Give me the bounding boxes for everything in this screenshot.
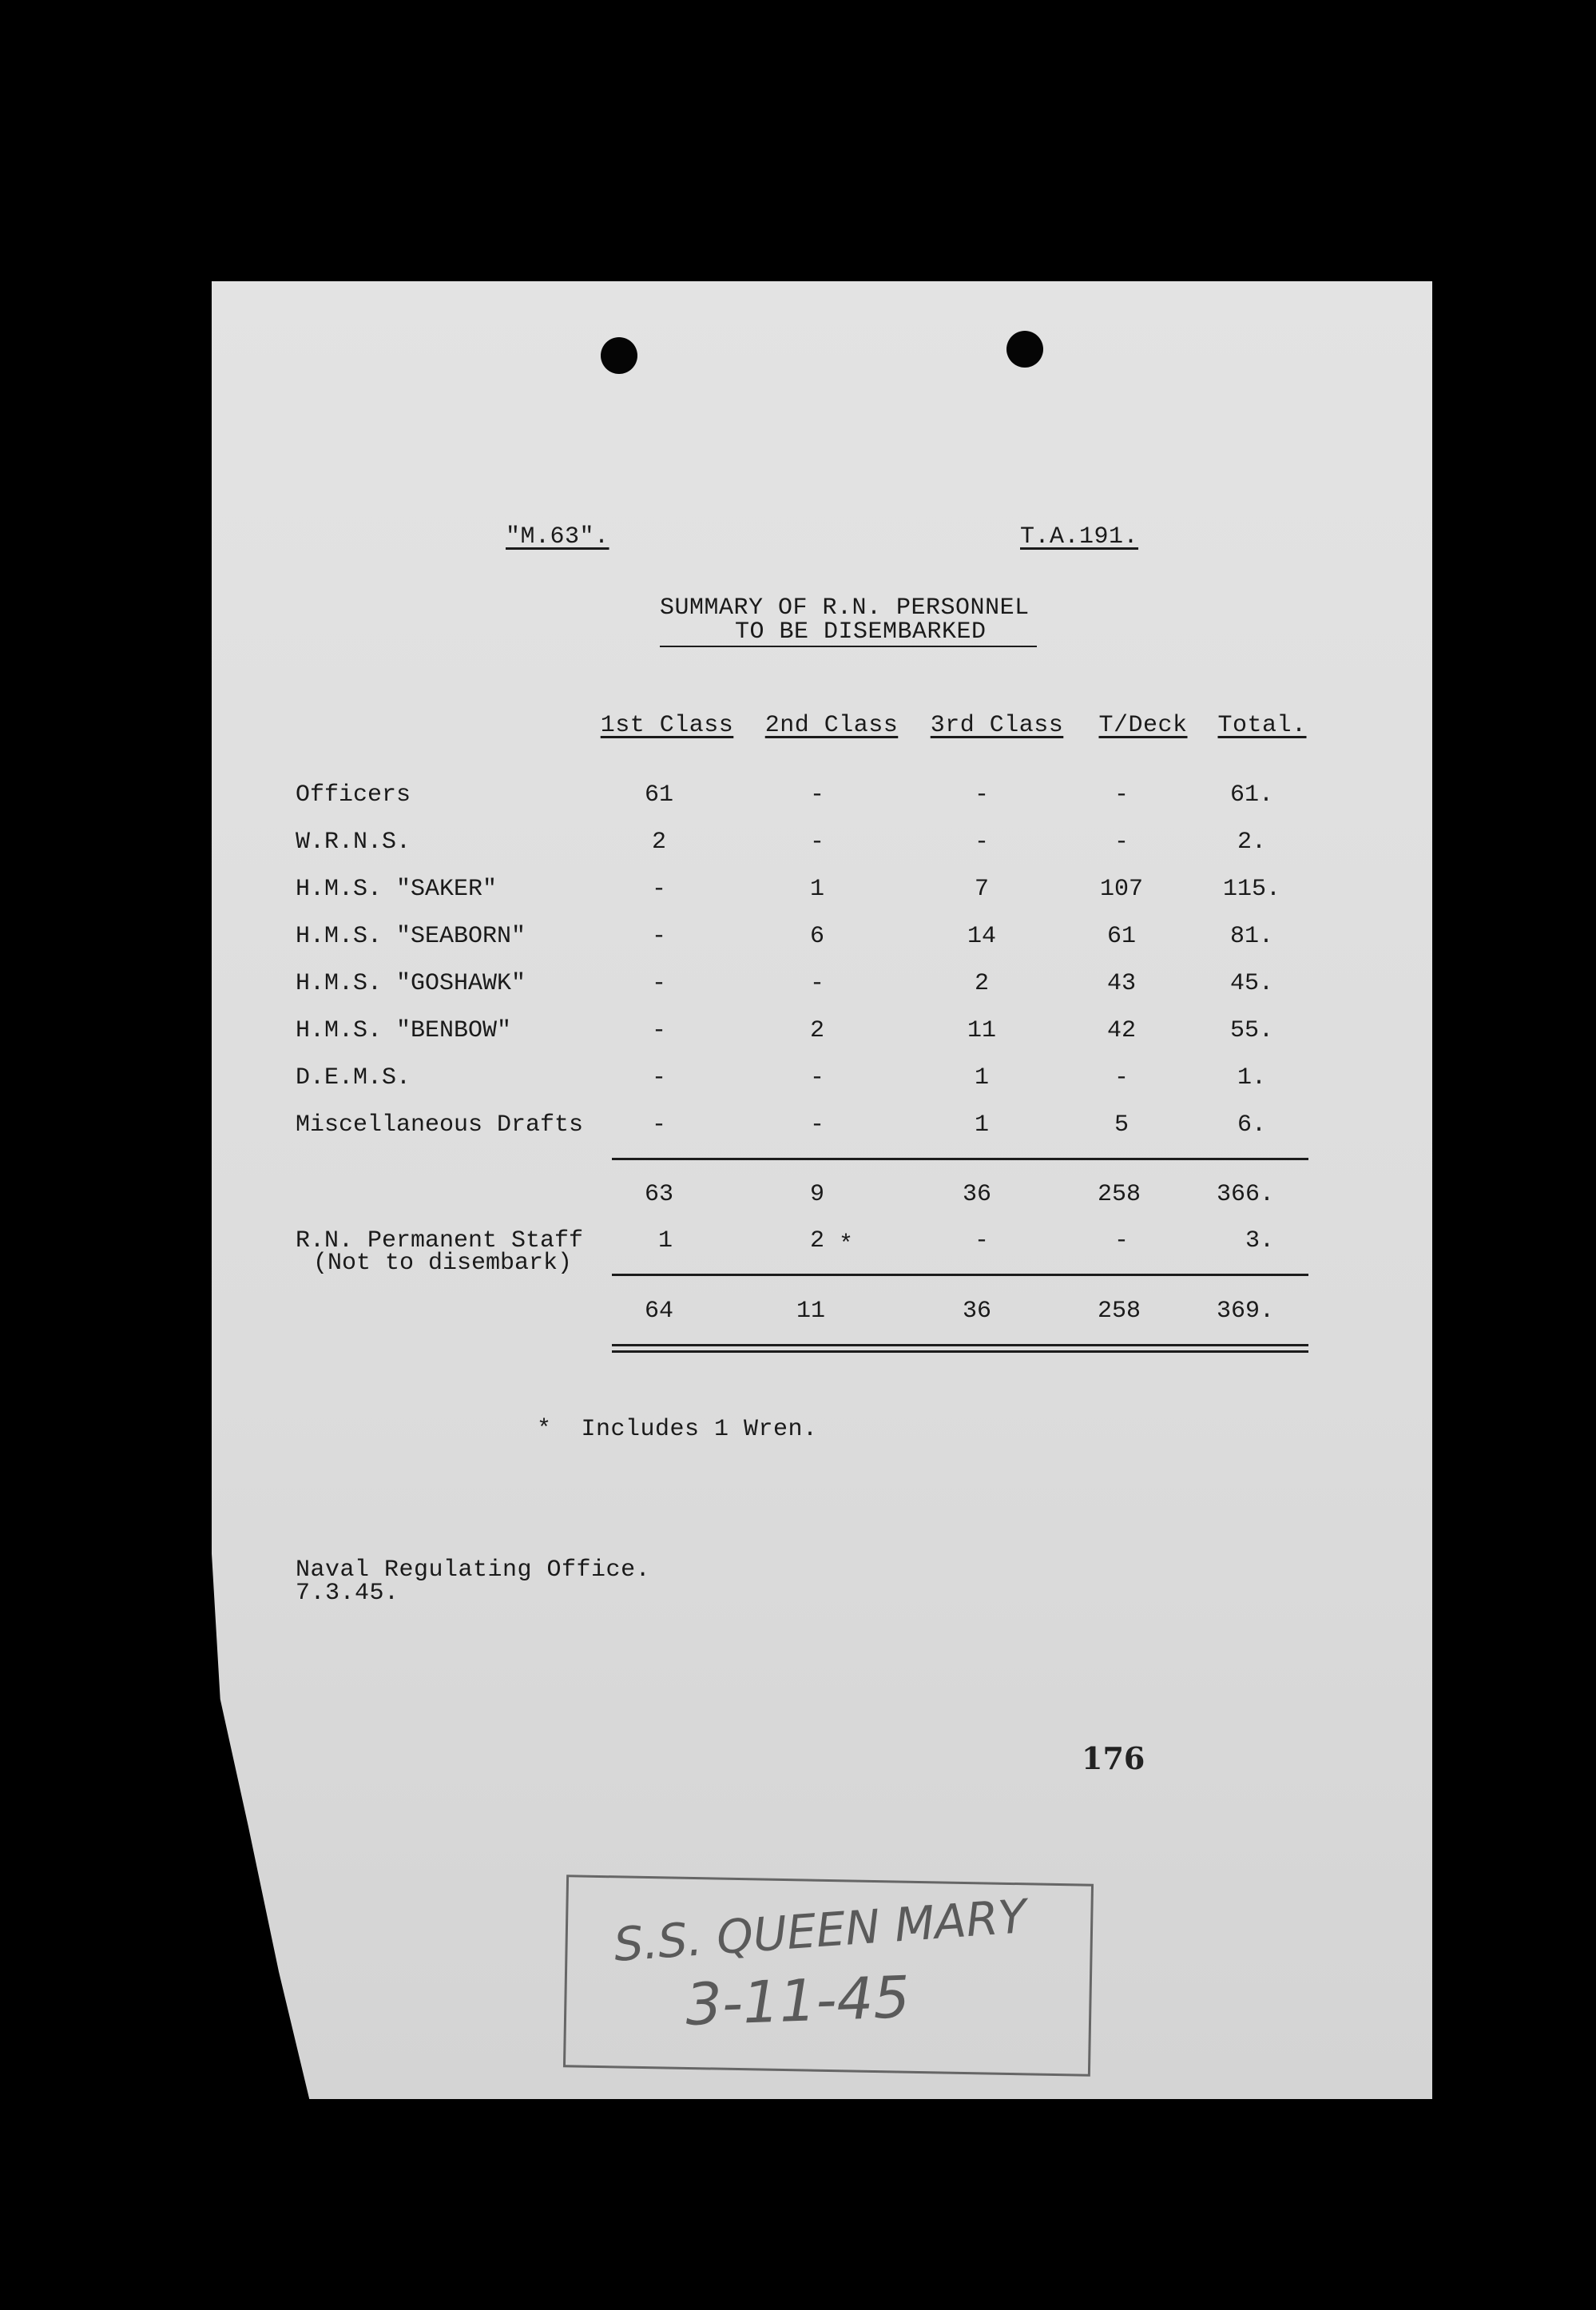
cell: - — [651, 923, 666, 950]
title-underline — [660, 646, 1037, 647]
cell: 55. — [1229, 1017, 1273, 1044]
cell: 366. — [1216, 1181, 1274, 1208]
page-number: 176 — [1082, 1740, 1145, 1776]
grand-total-rule — [612, 1274, 1308, 1276]
stamp-date: 3-11-45 — [684, 1963, 911, 2038]
cell: - — [809, 1064, 824, 1091]
cell: - — [1114, 1064, 1129, 1091]
cell: - — [651, 1064, 666, 1091]
cell: 5 — [1114, 1111, 1129, 1139]
cell: - — [1114, 1227, 1129, 1254]
row-label: H.M.S. "SAKER" — [296, 876, 498, 903]
punch-hole-left — [601, 337, 637, 374]
cell: 2 — [809, 1017, 824, 1044]
row-label: Officers — [296, 781, 411, 809]
cell: - — [974, 1227, 989, 1254]
cell: 2 — [651, 829, 666, 856]
cell: - — [651, 1111, 666, 1139]
cell: 45. — [1229, 970, 1273, 997]
cell: 1 — [974, 1111, 989, 1139]
cell: 2. — [1237, 829, 1266, 856]
footnote: * Includes 1 Wren. — [537, 1416, 818, 1443]
cell: 2 — [809, 1227, 824, 1254]
col-header-1st-class: 1st Class — [600, 712, 734, 739]
row-label: Miscellaneous Drafts — [296, 1111, 584, 1139]
cell: 63 — [644, 1181, 673, 1208]
cell: 258 — [1097, 1181, 1141, 1208]
cell: - — [651, 876, 666, 903]
cell: 1 — [809, 876, 824, 903]
col-header-total: Total. — [1217, 712, 1307, 739]
cell: 42 — [1106, 1017, 1136, 1044]
cell: 107 — [1099, 876, 1143, 903]
cell: - — [809, 829, 824, 856]
cell: - — [1114, 781, 1129, 809]
punch-hole-right — [1006, 331, 1043, 368]
row-label: W.R.N.S. — [296, 829, 411, 856]
stamp-ship-name: S.S. QUEEN MARY — [612, 1889, 1029, 1972]
col-header-tdeck: T/Deck — [1098, 712, 1188, 739]
cell: 1. — [1237, 1064, 1266, 1091]
double-rule-top — [612, 1344, 1308, 1346]
cell: 6 — [809, 923, 824, 950]
cell: 36 — [962, 1181, 991, 1208]
row-label: H.M.S. "SEABORN" — [296, 923, 526, 950]
cell: - — [974, 829, 989, 856]
cell: 61 — [644, 781, 673, 809]
cell: 1 — [657, 1227, 673, 1254]
subtotal-rule — [612, 1158, 1308, 1160]
cell: 1 — [974, 1064, 989, 1091]
cell: 2 — [974, 970, 989, 997]
asterisk-marker: * — [839, 1231, 854, 1258]
row-label: H.M.S. "BENBOW" — [296, 1017, 512, 1044]
cell: 43 — [1106, 970, 1136, 997]
cell: 369. — [1216, 1298, 1274, 1325]
row-sublabel: (Not to disembark) — [313, 1250, 573, 1277]
cell: - — [1114, 829, 1129, 856]
signature-date: 7.3.45. — [296, 1580, 399, 1607]
cell: - — [651, 1017, 666, 1044]
col-header-3rd-class: 3rd Class — [930, 712, 1064, 739]
cell: - — [809, 970, 824, 997]
cell: 61. — [1229, 781, 1273, 809]
row-label: H.M.S. "GOSHAWK" — [296, 970, 526, 997]
document-title-line1: SUMMARY OF R.N. PERSONNEL — [660, 594, 1030, 622]
cell: - — [974, 781, 989, 809]
cell: 81. — [1229, 923, 1273, 950]
cell: 115. — [1222, 876, 1280, 903]
document-title-line2: TO BE DISEMBARKED — [735, 618, 987, 646]
cell: - — [809, 781, 824, 809]
col-header-2nd-class: 2nd Class — [764, 712, 899, 739]
cell: 9 — [809, 1181, 824, 1208]
cell: - — [809, 1111, 824, 1139]
ref-right: T.A.191. — [1020, 523, 1139, 551]
cell: 14 — [967, 923, 996, 950]
cell: 3. — [1245, 1227, 1274, 1254]
signature-office: Naval Regulating Office. — [296, 1557, 651, 1584]
cell: 6. — [1237, 1111, 1266, 1139]
cell: 61 — [1106, 923, 1136, 950]
double-rule-bottom — [612, 1350, 1308, 1353]
cell: - — [651, 970, 666, 997]
row-label: R.N. Permanent Staff — [296, 1227, 584, 1254]
row-label: D.E.M.S. — [296, 1064, 411, 1091]
cell: 11 — [796, 1298, 825, 1325]
ref-left: "M.63". — [506, 523, 609, 551]
cell: 258 — [1097, 1298, 1141, 1325]
cell: 7 — [974, 876, 989, 903]
cell: 36 — [962, 1298, 991, 1325]
cell: 11 — [967, 1017, 996, 1044]
cell: 64 — [644, 1298, 673, 1325]
